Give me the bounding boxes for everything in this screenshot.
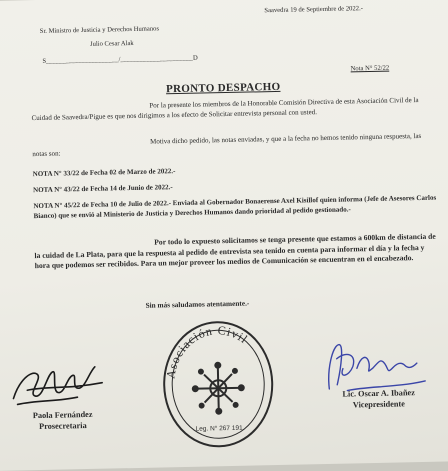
recipient-title: Sr. Ministro de Justicia y Derechos Humanos (39, 25, 160, 35)
signer-right-role: Vicepresidente (352, 399, 406, 410)
signer-left-name: Paola Fernández (32, 409, 93, 421)
letter-date: Saavedra 19 de Septiembre de 2022.- (264, 5, 363, 15)
signer-right-name: Lic. Oscar A. Ibañez (342, 388, 415, 399)
note-item-2: NOTA N° 43/22 de Fecha 14 de Junio de 2022.- (33, 183, 173, 195)
document-title: PRONTO DESPACHO (165, 80, 281, 96)
note-item-1: NOTA N° 33/22 de Fecha 02 de Marzo de 2022.- (32, 167, 176, 179)
association-seal-icon (159, 317, 278, 449)
paragraph-intro: Por la presente los miembros de la Honorable Comisión Directiva de esta Asociación Civil de la Cuidad de Saavedra/Pigue es que nos dirigimos a los efecto de Solicitar entrevista personal con usted. (31, 96, 419, 122)
recipient-name: Julio Cesar Alak (89, 39, 134, 48)
signer-left (33, 409, 93, 433)
signer-left-role: Prosecretaria (38, 421, 87, 432)
paragraph-request: Por todo lo expuesto solicitamos se tenga presente que estamos a 600km de distancia de la cuidad de La Plata, para que la respuesta al pedido de entrevista sea tenido en cuenta para informar el día y la fecha y hora que podemos ser recibidos. Para un mejor proveer los medios de Comunicación se encuentran en el encabezado. (34, 231, 436, 271)
svg-text:Asociación Civil (162, 322, 251, 380)
nota-number: Nota N° 52/22 (350, 64, 390, 73)
paragraph-motive: Motiva dicho pedido, las notas enviadas, y que a la fecha no hemos tenido ninguna respuesta, las notas son: (32, 131, 422, 158)
blank-address-line: S______________________/______________________D (42, 54, 198, 65)
signature-left-icon (7, 359, 108, 411)
signer-right (342, 387, 415, 411)
seal-text: Asociación Civil (163, 323, 251, 380)
seal-registry: Leg. N° 267 191 (195, 424, 243, 433)
closing-line: Sin más saludamos atentamente.- (145, 298, 250, 310)
note-item-3: NOTA N° 45/22 de Fecha 10 de Julio de 2022.- Enviada al Gobernador Bonaerense Axel Kisillof quien informa (Jefe de Asesores Carlos Bianco) que se envió al Ministerio de Justicia y Derechos Humanos dando prioridad al pedido gestionado.- (33, 193, 437, 220)
